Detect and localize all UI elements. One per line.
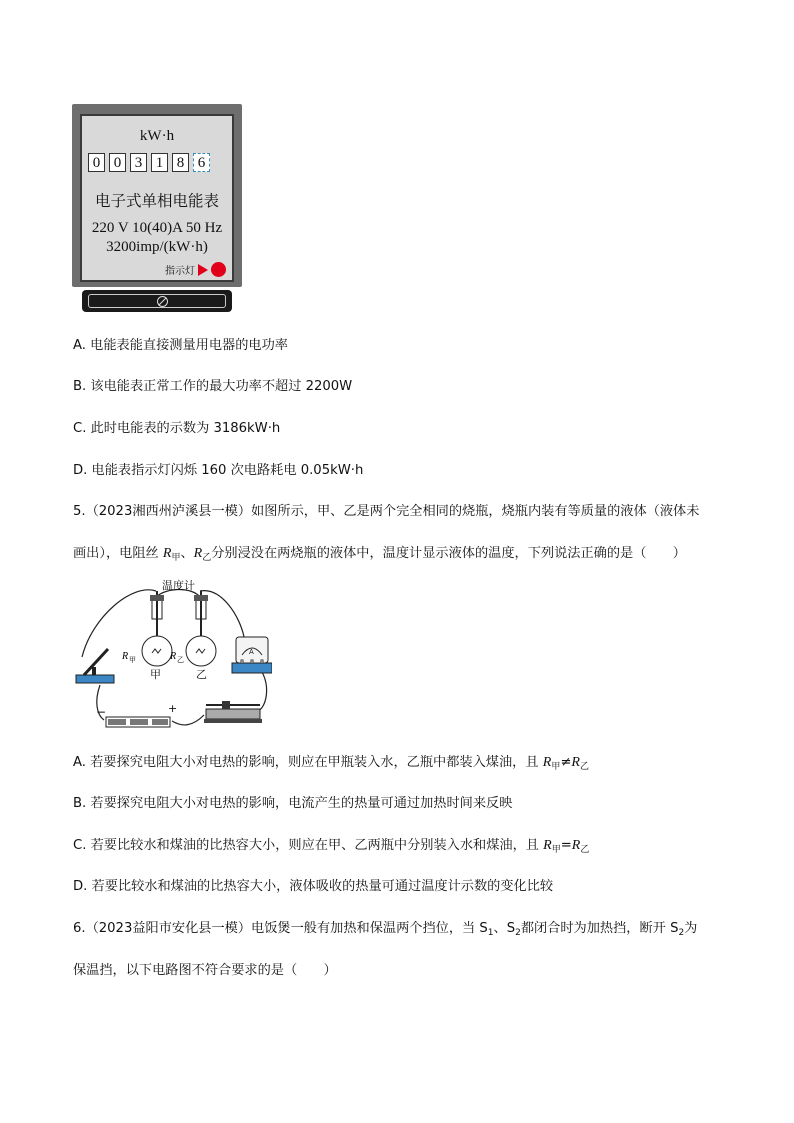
q5-option-a: A. 若要探究电阻大小对电热的影响，则应在甲瓶装入水，乙瓶中都装入煤油，且 $R_甲\ne R_乙$ xyxy=(73,755,589,772)
meter-digit: 0 xyxy=(88,153,105,172)
meter-body xyxy=(72,104,242,287)
meter-digit: 3 xyxy=(130,153,147,172)
indicator-arrow-icon xyxy=(198,264,208,276)
meter-digit: 0 xyxy=(109,153,126,172)
q4-option-b: B. 该电能表正常工作的最大功率不超过 2200W xyxy=(73,379,353,394)
joule-heating-circuit-diagram xyxy=(72,577,272,735)
meter-spec-rating: 220 V 10(40)A 50 Hz xyxy=(91,220,223,236)
flask-yi xyxy=(186,591,216,666)
meter-digit: 1 xyxy=(151,153,168,172)
meter-indicator xyxy=(165,262,226,277)
thermometer-label: 温度计 xyxy=(162,579,195,592)
switch xyxy=(76,649,114,683)
q6-stem-line2: 保温挡，以下电路图不符合要求的是（ ） xyxy=(73,963,337,978)
rheostat xyxy=(204,701,262,723)
electric-meter-figure xyxy=(72,104,242,316)
svg-text:A: A xyxy=(249,648,254,656)
q4-option-c: C. 此时电能表的示数为 3186kW·h xyxy=(73,421,281,436)
meter-digit-decimal: 6 xyxy=(193,153,210,172)
q4-option-a: A. 电能表能直接测量用电器的电功率 xyxy=(73,338,288,353)
meter-unit: kW·h xyxy=(139,128,175,144)
battery xyxy=(96,702,177,727)
svg-text:甲: 甲 xyxy=(129,656,136,664)
meter-digit: 8 xyxy=(172,153,189,172)
q5-option-d: D. 若要比较水和煤油的比热容大小，液体吸收的热量可通过温度计示数的变化比较 xyxy=(73,879,554,894)
q5-option-b: B. 若要探究电阻大小对电热的影响，电流产生的热量可通过加热时间来反映 xyxy=(73,796,513,811)
meter-name: 电子式单相电能表 xyxy=(94,193,219,210)
flask-jia xyxy=(142,591,172,666)
indicator-label: 指示灯 xyxy=(165,266,195,277)
q5-option-c: C. 若要比较水和煤油的比热容大小，则应在甲、乙两瓶中分别装入水和煤油，且 $R_甲=R_乙$ xyxy=(73,838,590,855)
screw-icon xyxy=(157,296,168,307)
q5-stem-line2: 画出），电阻丝 $R_甲$、$R_乙$分别浸没在两烧瓶的液体中，温度计显示液体的温度，下列说法正确的是（ ） xyxy=(73,546,686,563)
q4-option-d: D. 电能表指示灯闪烁 160 次电路耗电 0.05kW·h xyxy=(73,463,364,478)
svg-text:R: R xyxy=(122,651,129,662)
q6-stem-line1: 6.（2023益阳市安化县一模）电饭煲一般有加热和保温两个挡位，当 $S_1$、$S_2$都闭合时为加热挡，断开 $S_2$为 xyxy=(73,921,698,938)
indicator-light-icon xyxy=(211,262,226,277)
svg-text:R: R xyxy=(170,651,177,662)
svg-text:乙: 乙 xyxy=(177,656,184,664)
flask-yi-label: 乙 xyxy=(196,668,207,681)
meter-face xyxy=(80,114,234,282)
ammeter xyxy=(232,637,272,673)
meter-spec-constant: 3200imp/(kW·h) xyxy=(106,239,208,255)
svg-text:+: + xyxy=(168,702,178,715)
meter-digits xyxy=(88,153,210,172)
q5-stem-line1: 5.（2023湘西州泸溪县一模）如图所示，甲、乙是两个完全相同的烧瓶，烧瓶内装有等质量的液体（液体未 xyxy=(73,504,700,519)
svg-text:−: − xyxy=(96,705,107,719)
flask-jia-label: 甲 xyxy=(150,668,161,681)
meter-base xyxy=(82,290,232,312)
